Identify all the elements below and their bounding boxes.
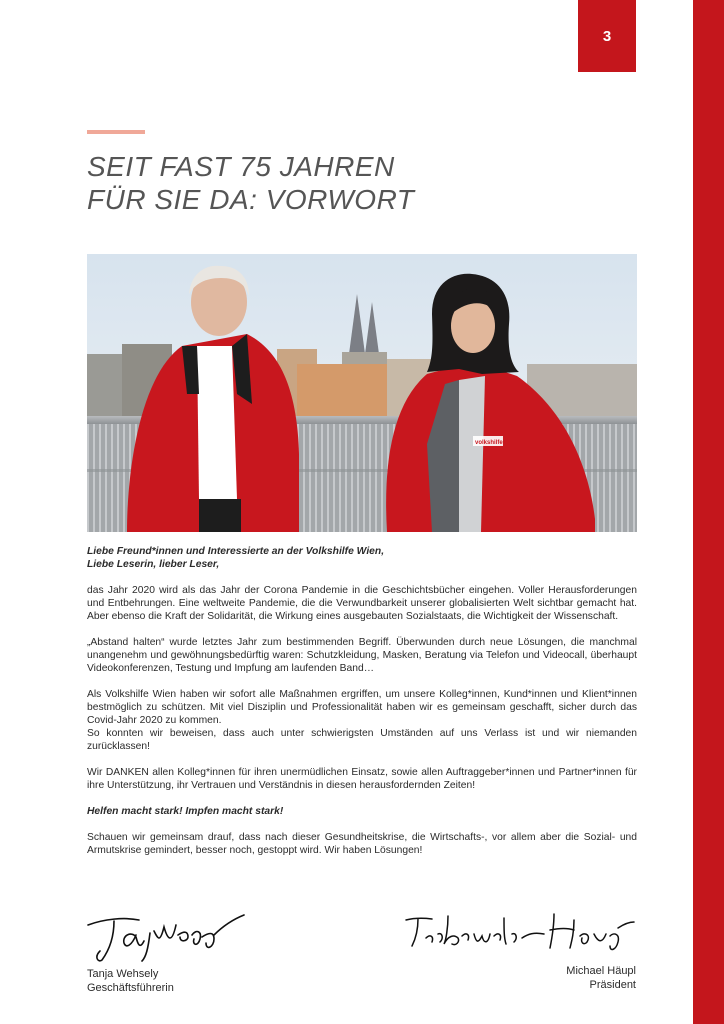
title-line-2: FÜR SIE DA: VORWORT: [87, 184, 415, 215]
side-stripe: [693, 0, 724, 1024]
signature-left: [84, 905, 249, 965]
greeting-line-2: Liebe Leserin, lieber Leser,: [87, 559, 220, 570]
paragraph-4: So konnten wir beweisen, dass auch unter schwierigsten Umständen auf uns Verlass ist und wir niemanden zurücklassen!: [87, 728, 637, 752]
paragraph-2: „Abstand halten“ wurde letztes Jahr zum bestimmenden Begriff. Überwunden durch neue Lösungen, die manchmal unangenehm und gewöhnungsbedürftig waren: Schutzkleidung, Masken, Beratung via Telefon und Videocall, überhaupt Videokonferenzen, Testung und Impfung am laufenden Band…: [87, 637, 637, 674]
signatory-left-name: Tanja Wehsely: [87, 968, 159, 980]
body-text: [87, 545, 637, 870]
greeting: [87, 545, 637, 571]
greeting-line-1: Liebe Freund*innen und Interessierte an der Volkshilfe Wien,: [87, 546, 385, 557]
paragraph-1: das Jahr 2020 wird als das Jahr der Corona Pandemie in die Geschichtsbücher eingehen. Voller Herausforderungen und Entbehrungen. Eine weltweite Pandemie, die die Verwundbarkeit unserer globalisierten Welt sichtbar gemacht hat. Aber ebenso die Kraft der Solidarität, die Wirkung eines ausgebauten Sozialstaats, die Wichtigkeit der Wissenschaft.: [87, 585, 637, 622]
paragraph-6: Schauen wir gemeinsam drauf, dass nach dieser Gesundheitskrise, die Wirtschafts-, vor allem aber die Sozial- und Armutskrise gemindert, besser noch, gestoppt wird. Wir haben Lösungen!: [87, 832, 637, 856]
signatory-left: [87, 967, 174, 995]
signatory-left-role: Geschäftsführerin: [87, 982, 174, 994]
paragraph-3: Als Volkshilfe Wien haben wir sofort alle Maßnahmen ergriffen, um unsere Kolleg*innen, Kund*innen und Klient*innen bestmöglich zu schützen. Mit viel Disziplin und Professionalität haben wir es gemeinsam geschafft, sicher durch das Covid-Jahr 2020 zu kommen.: [87, 689, 637, 726]
signatory-right-role: Präsident: [589, 979, 636, 991]
photo-jacket-logo: volkshilfe: [475, 440, 503, 446]
signature-right: [404, 908, 636, 956]
paragraph-5: Wir DANKEN allen Kolleg*innen für ihren unermüdlichen Einsatz, sowie allen Auftraggeber*innen und Partner*innen für ihre Unterstützung, ihr Vertrauen und Verständnis in diesen herausfordernden Zeiten!: [87, 767, 637, 791]
slogan: Helfen macht stark! Impfen macht stark!: [87, 806, 284, 817]
photo: [87, 254, 637, 532]
signatory-right: [566, 964, 636, 992]
accent-line: [87, 130, 145, 134]
page-number: 3: [578, 0, 636, 72]
page-title: [87, 150, 627, 216]
title-line-1: SEIT FAST 75 JAHREN: [87, 151, 395, 182]
signatory-right-name: Michael Häupl: [566, 965, 636, 977]
